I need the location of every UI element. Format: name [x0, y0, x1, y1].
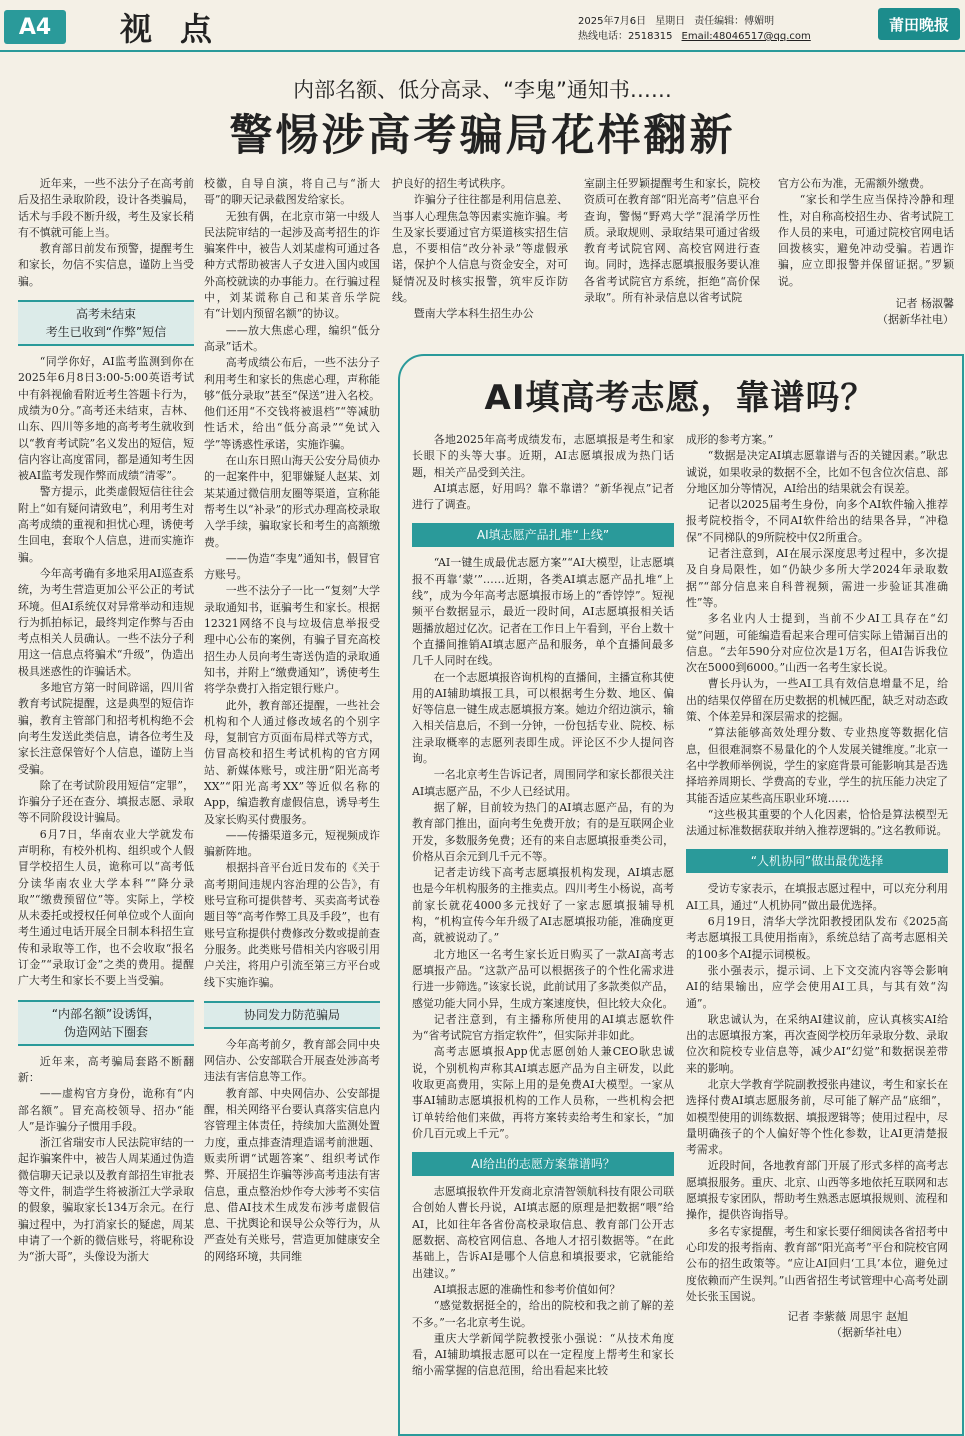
paragraph: 多地官方第一时间辟谣，四川省教育考试院提醒，这是典型的短信诈骗，教育主管部门和招考机构绝不会向考生发送此类信息，请各位考生及家长注意保管好个人信息，谨防上当受骗。 [18, 681, 194, 776]
newspaper-logo: 莆田晚报 [878, 8, 960, 40]
column-5 [778, 176, 954, 348]
paragraph: 曹长丹认为，一些AI工具有效信息增量不足，给出的结果仅停留在历史数据的机械匹配，缺乏对动态政策、个体差异和深层需求的挖掘。 [686, 677, 948, 724]
subheading-prevention: 协同发力防范骗局 [204, 1001, 380, 1029]
paragraph: 今年高考确有多地采用AI巡查系统，为考生营造更加公平公正的考试环境。但AI系统仅对异常举动和违规行为抓拍标记，最终判定作弊与否由考点相关人员确认。一些不法分子利用这一信息点将骗术“升级”，伪造出极具迷惑性的诈骗话术。 [18, 566, 194, 678]
paragraph: 张小强表示，提示词、上下文交流内容等会影响AI的结果输出，应学会使用AI工具，与其有效“沟通”。 [686, 963, 948, 1010]
paragraph: “感觉数据挺全的，给出的院校和我之前了解的差不多。”一名北京考生说。 [412, 1299, 674, 1329]
paragraph: “同学你好，AI监考监测到你在2025年6月8日3:00-5:00英语考试中有斜视偷看附近考生答题卡行为，成绩为0分。”高考还未结束，吉林、山东、四川等多地的高考考生就收到以“教育考试院”名义发出的短信，短信内容让高度雷同，都是通知考生因被AI监考发现作弊而成绩“清零”。 [18, 355, 194, 483]
subheading-ai-products: AI填志愿产品扎堆“上线” [412, 523, 674, 547]
masthead-rule [0, 50, 965, 52]
column-3 [392, 176, 568, 346]
paragraph: 6月19日，清华大学沈阳教授团队发布《2025高考志愿填报工具使用指南》，系统总结了高考志愿相关的100多个AI提示词模板。 [686, 915, 948, 961]
byline-ai: 记者 李紫薇 周思宇 赵旭 （据新华社电） [787, 1310, 908, 1340]
paragraph: AI填志愿，好用吗？靠不靠谱？“新华视点”记者进行了调查。 [412, 481, 674, 512]
paragraph: 根据抖音平台近日发布的《关于高考期间违规内容治理的公告》，有账号宣称可提供替考、买卖高考试卷题目等“高考作弊工具及手段”，也有账号宣称提供付费修改分数或提前查分服务。此类账号借相关内容吸引用户关注，将用户引流至第三方平台或线下实施诈骗。 [204, 861, 380, 989]
ai-column-left [412, 432, 674, 1428]
paragraph: 此外，教育部还提醒，一些社会机构和个人通过修改域名的个别字母，复制官方页面布局样式等方式，仿冒高校和招生考试机构的官方网站、新媒体账号，或注册“阳光高考XX”“阳光高考XX”等近似名称的App，编造教育虚假信息，诱导考生及家长购买付费服务。 [204, 698, 380, 826]
paragraph: 高考成绩公布后，一些不法分子利用考生和家长的焦虑心理，声称能够“低分录取”甚至“保送”进入名校。他们还用“不交钱将被退档”“等减肋性话术，给出“低分高录”“免试入学”等诱惑性承诺，实施诈骗。 [204, 356, 380, 451]
paragraph: 多名专家提醒，考生和家长要仔细阅读各省招考中心印发的报考指南、教育部“阳光高考”平台和院校官网公布的招生政策等。“应让AI回归‘工具’本位，避免过度依赖而产生误判。”山西省招生考试管理中心高考处副处长张玉国说。 [686, 1224, 948, 1303]
paragraph: 成形的参考方案。” [686, 433, 774, 446]
paragraph: 北方地区一名考生家长近日购买了一款AI高考志愿填报产品。“这款产品可以根据孩子的个性化需求进行进一步筛选。”该家长说，此前试用了多款类似产品，感觉功能大同小异，生成方案速度快，但比较大众化。 [412, 947, 674, 1010]
issue-info [578, 14, 820, 44]
paragraph: “算法能够高效处理分数、专业热度等数据化信息，但很难洞察不易量化的个人发展关键维度。”北京一名中学教师举例说，学生的家庭背景可能影响其是否选择培养周期长、学费高的专业，学生的抗压能力决定了其能否适应某些高压职业环境…… [686, 726, 948, 805]
paragraph: 记者以2025届考生身份，向多个AI软件输入推荐报考院校指令，不同AI软件给出的结果各异，“冲稳保”不同梯队的9所院校中仅2所重合。 [686, 498, 948, 544]
article-kicker: 内部名额、低分高录、“李鬼”通知书…… [293, 78, 672, 102]
ai-article-title: AI填高考志愿，靠谱吗？ [484, 378, 876, 418]
paragraph: 据了解，目前较为热门的AI填志愿产品，有的为教育部门推出，面向考生免费开放；有的是互联网企业开发，多数服务免费；还有的来自志愿填报垂类公司，价格从百余元到几千元不等。 [412, 800, 674, 863]
paragraph: 暨南大学本科生招生办公 [413, 307, 534, 321]
paragraph: ——传播渠道多元，短视频成诈骗新阵地。 [204, 828, 380, 859]
paragraph: 记者注意到，有主播称所使用的AI填志愿软件为“省考试院官方指定软件”，但实际并非如此。 [412, 1012, 674, 1043]
paragraph: 一名北京考生告诉记者，周围同学和家长都很关注AI填志愿产品，不少人已经试用。 [412, 768, 674, 798]
editor-name: 责任编辑：傅媚明 [694, 16, 775, 27]
hotline: 热线电话：2518315 [578, 31, 673, 42]
paragraph: 今年高考前夕，教育部会同中央网信办、公安部联合开展查处涉高考违法有害信息等工作。 [204, 1037, 380, 1084]
paragraph: 记者走访线下高考志愿填报机构发现，AI填志愿也是今年机构服务的主推卖点。四川考生小杨说，高考前家长就花4000多元找好了一家志愿填报辅导机构，“机构宣传今年升级了AI志愿填报功能，准确度更高，就被说动了。” [412, 866, 674, 945]
paragraph: 一些不法分子一比一“复刻”大学录取通知书，诓骗考生和家长。根据12321网络不良与垃圾信息举报受理中心公布的案例，有骗子冒充高校招生办人员向考生寄送伪造的录取通知书，并附上“缴费通知”，诱使考生将学杂费打入指定银行账户。 [204, 584, 380, 696]
subheading-ai-reliable: AI给出的志愿方案靠谱吗？ [412, 1152, 674, 1176]
paragraph: 官方公布为准，无需额外缴费。 [778, 177, 931, 190]
subheading-human-ai: “人机协同”做出最优选择 [686, 849, 948, 873]
paragraph: 除了在考试阶段用短信“定罪”，诈骗分子还在查分、填报志愿、录取等不同阶段设计骗局。 [18, 778, 194, 825]
article-headline: 警惕涉高考骗局花样翻新 [229, 111, 736, 161]
paragraph: 重庆大学新闻学院教授张小强说：“从技术角度看，AI辅助填报志愿可以在一定程度上帮考生和家长缩小需掌握的信息范围，给出看起来比较 [412, 1331, 674, 1378]
paragraph: 浙江省瑞安市人民法院审结的一起诈骗案件中，被告人周某通过伪造微信聊天记录以及教育部招生审批表等文件，制造学生将被浙江大学录取的假象，骗取家长134万余元。在行骗过程中，为打消家长的疑虑，周某申请了一个新的微信账号，将昵称设为“浙大哥”，头像设为浙大 [18, 1136, 194, 1264]
paragraph: 6月7日，华南农业大学就发布声明称，有校外机构、组织或个人假冒学校招生人员，诡称可以“高考低分读华南农业大学本科”“降分录取”“缴费预留位”等。实际上，学校从未委托或授权任何单位或个人面向考生通过电话开展全日制本科招生宣传和录取等工作，也不会收取“报名订金”“录取订金”之类的费用。提醒广大考生和家长不要上当受骗。 [18, 827, 194, 988]
issue-weekday: 星期日 [655, 16, 686, 27]
paragraph: 近段时间，各地教育部门开展了形式多样的高考志愿填报服务。重庆、北京、山西等多地依托互联网和志愿填报专家团队，帮助考生熟悉志愿填报规则、流程和操作，提供咨询指导。 [686, 1159, 948, 1222]
paragraph: 警方提示，此类虚假短信往往会附上“如有疑问请致电”，利用考生对高考成绩的重视和担忧心理，诱使考生回电，套取个人信息，进而实施诈骗。 [18, 485, 194, 564]
paragraph: “数据是决定AI填志愿靠谱与否的关键因素。”耿忠诚说，如果收录的数据不全，比如不包含位次信息、部分地区加分等情况，AI给出的结果就会有误差。 [686, 449, 948, 495]
paragraph: 近年来，一些不法分子在高考前后及招生录取阶段，设计各类骗局，话术与手段不断升级，考生及家长稍有不慎就可能上当。 [18, 177, 194, 239]
column-2 [204, 176, 380, 1432]
column-1 [18, 176, 194, 1432]
paragraph: 受访专家表示，在填报志愿过程中，可以充分利用AI工具，通过“人机协同”做出最优选择。 [686, 882, 948, 912]
paragraph: 诈骗分子往往都是利用信息差、当事人心理焦急等因素实施诈骗。考生及家长要通过官方渠道核实招生信息，不要相信“改分补录”等虚假承诺，保护个人信息与资金安全，对可疑情况及时核实报警，筑牢反诈防线。 [392, 193, 568, 305]
paragraph: 耿忠诚认为，在采纳AI建议前，应认真核实AI给出的志愿填报方案，再次查阅学校历年录取分数、录取位次和院校专业信息等，减少AI“幻觉”和数据误差带来的影响。 [686, 1012, 948, 1075]
subheading-fake-sms: 高考未结束 考生已收到“作弊”短信 [18, 300, 194, 346]
paragraph: 教育部、中央网信办、公安部提醒，相关网络平台要认真落实信息内容管理主体责任，持续加大监测处置力度，重点排查清理造谣考前泄题、贩卖所谓“试题答案”、组织考试作弊、开展招生诈骗等涉高考违法有害信息，重点整治炒作夸大涉考不实信息、借AI技术生成发布涉考虚假信息、干扰舆论和误导公众等行为，从严查处有关账号，营造更加健康安全的网络环境，共同维 [204, 1086, 380, 1263]
paragraph: 志愿填报软件开发商北京清智领航科技有限公司联合创始人曹长丹说，AI填志愿的原理是把数据“喂”给AI，比如往年各省份高校录取信息、教育部门公开志愿数据、高校官网信息、各地人才招引数据等。“在此基础上，告诉AI是哪个人信息和填报要求，它就能给出建议。” [412, 1185, 674, 1280]
paragraph: ——放大焦虑心理，编织“低分高录”话术。 [204, 323, 380, 353]
paragraph: 高考志愿填报App优志愿创始人兼CEO耿忠诚说，个别机构声称其AI填志愿产品为自主研发，以此收取更高费用，实际上用的是免费AI大模型。一家从事AI辅助志愿填报机构的工作人员称，一些机构会把订单转给他们来做，再将方案转卖给考生和家长，“加价几百元或上千元”。 [412, 1045, 674, 1140]
paragraph: 无独有偶，在北京市第一中级人民法院审结的一起涉及高考招生的诈骗案件中，被告人刘某虚构可通过各种方式帮助被害人子女进入国内或国外高校就读的办事能力。在行骗过程中，刘某谎称自己和某音乐学院有“计划内预留名额”的协议。 [204, 209, 380, 321]
paragraph: “这些极其重要的个人化因素，恰恰是算法模型无法通过标准数据获取并纳入推荐逻辑的。”这名教师说。 [686, 807, 948, 838]
masthead [0, 0, 965, 50]
paragraph: 各地2025年高考成绩发布，志愿填报是考生和家长眼下的头等大事。近期，AI志愿填报成为热门话题，相关产品受到关注。 [412, 433, 674, 479]
issue-date: 2025年7月6日 [578, 16, 647, 27]
paragraph: ——虚构官方身份，诡称有“内部名额”。冒充高校领导、招办“能人”是诈骗分子惯用手段。 [18, 1087, 194, 1133]
paragraph: 室副主任罗颖提醒考生和家长，院校资质可在教育部“阳光高考”信息平台查询，警惕“野鸡大学”混淆学历性质。录取规则、录取结果可通过省级教育考试院官网、高校官网进行查询。同时，选择志愿填报服务要认准各省考试院官方系统，拒绝“高价保录取”。所有补录信息以省考试院 [584, 177, 760, 305]
email: Email:48046517@qq.com [681, 31, 811, 42]
paragraph: 多名业内人士提到，当前不少AI工具存在“幻觉”问题，可能编造看起来合理可信实际上错漏百出的信息。“去年590分对应位次是1万名，但AI告诉我位次在5000到6000。”山西一名考生家长说。 [686, 612, 948, 675]
ai-column-right [686, 432, 948, 1428]
byline-main: 记者 杨淑馨 （据新华社电） [877, 297, 954, 327]
paragraph: 记者注意到，AI在展示深度思考过程中，多次提及自身局限性，如“仍缺少多所大学2024年录取数据”“部分信息来自科普视频，需进一步验证其准确性”等。 [686, 547, 948, 609]
paragraph: 在一个志愿填报咨询机构的直播间，主播宣称其使用的AI辅助填报工具，可以根据考生分数、地区、偏好等信息一键生成志愿填报方案。她边介绍边演示，输入相关信息后，不到一分钟，一份包括专业、院校、标注录取概率的志愿列表即生成。评论区不少人提问咨询。 [412, 670, 674, 766]
paragraph: “家长和学生应当保持冷静和理性，对自称高校招生办、省考试院工作人员的来电，可通过院校官网电话回拨核实，避免冲动受骗。若遇诈骗，应立即报警并保留证据。”罗颖说。 [778, 193, 954, 288]
paragraph: 在山东日照山海天公安分局侦办的一起案件中，犯罪嫌疑人赵某、刘某某通过微信朋友圈等渠道，宣称能帮考生以“补录”的形式办理高校录取入学手续，骗取家长和考生的高额缴费。 [204, 454, 380, 549]
paragraph: “AI一键生成最优志愿方案”“AI大模型，让志愿填报不再靠‘蒙’”……近期，各类AI填志愿产品扎堆“上线”，成为今年高考志愿填报市场上的“香饽饽”。短视频平台数据显示，最近一段时间，AI志愿填报相关话题播放超过亿次。记者在工作日上午看到，平台上数十个直播间推销AI填志愿产品和服务，单个直播间最多几千人同时在线。 [412, 556, 674, 668]
paragraph: 近年来，高考骗局套路不断翻新： [18, 1054, 194, 1084]
paragraph: 护良好的招生考试秩序。 [392, 177, 512, 190]
paragraph: 教育部日前发布预警，提醒考生和家长，勿信不实信息，谨防上当受骗。 [18, 242, 194, 288]
paragraph: AI填报志愿的准确性和参考价值如何？ [433, 1282, 621, 1296]
section-title: 视点 [120, 10, 241, 48]
paragraph: 北京大学教育学院副教授张冉建议，考生和家长在选择付费AI填志愿服务前，尽可能了解产品“底细”，如模型使用的训练数据、填报逻辑等；使用过程中，尽量明确孩子的个人偏好等个性化参数，让AI更清楚报考需求。 [686, 1077, 948, 1157]
paragraph: 校徽，自导自演，将自己与“浙大哥”的聊天记录截图发给家长。 [204, 177, 380, 207]
subheading-internal-quota: “内部名额”设诱饵， 伪造网站下圈套 [18, 1000, 194, 1046]
paragraph: ——伪造“李鬼”通知书，假冒官方账号。 [204, 551, 380, 582]
column-4 [584, 176, 760, 346]
page-number: A4 [4, 10, 66, 44]
